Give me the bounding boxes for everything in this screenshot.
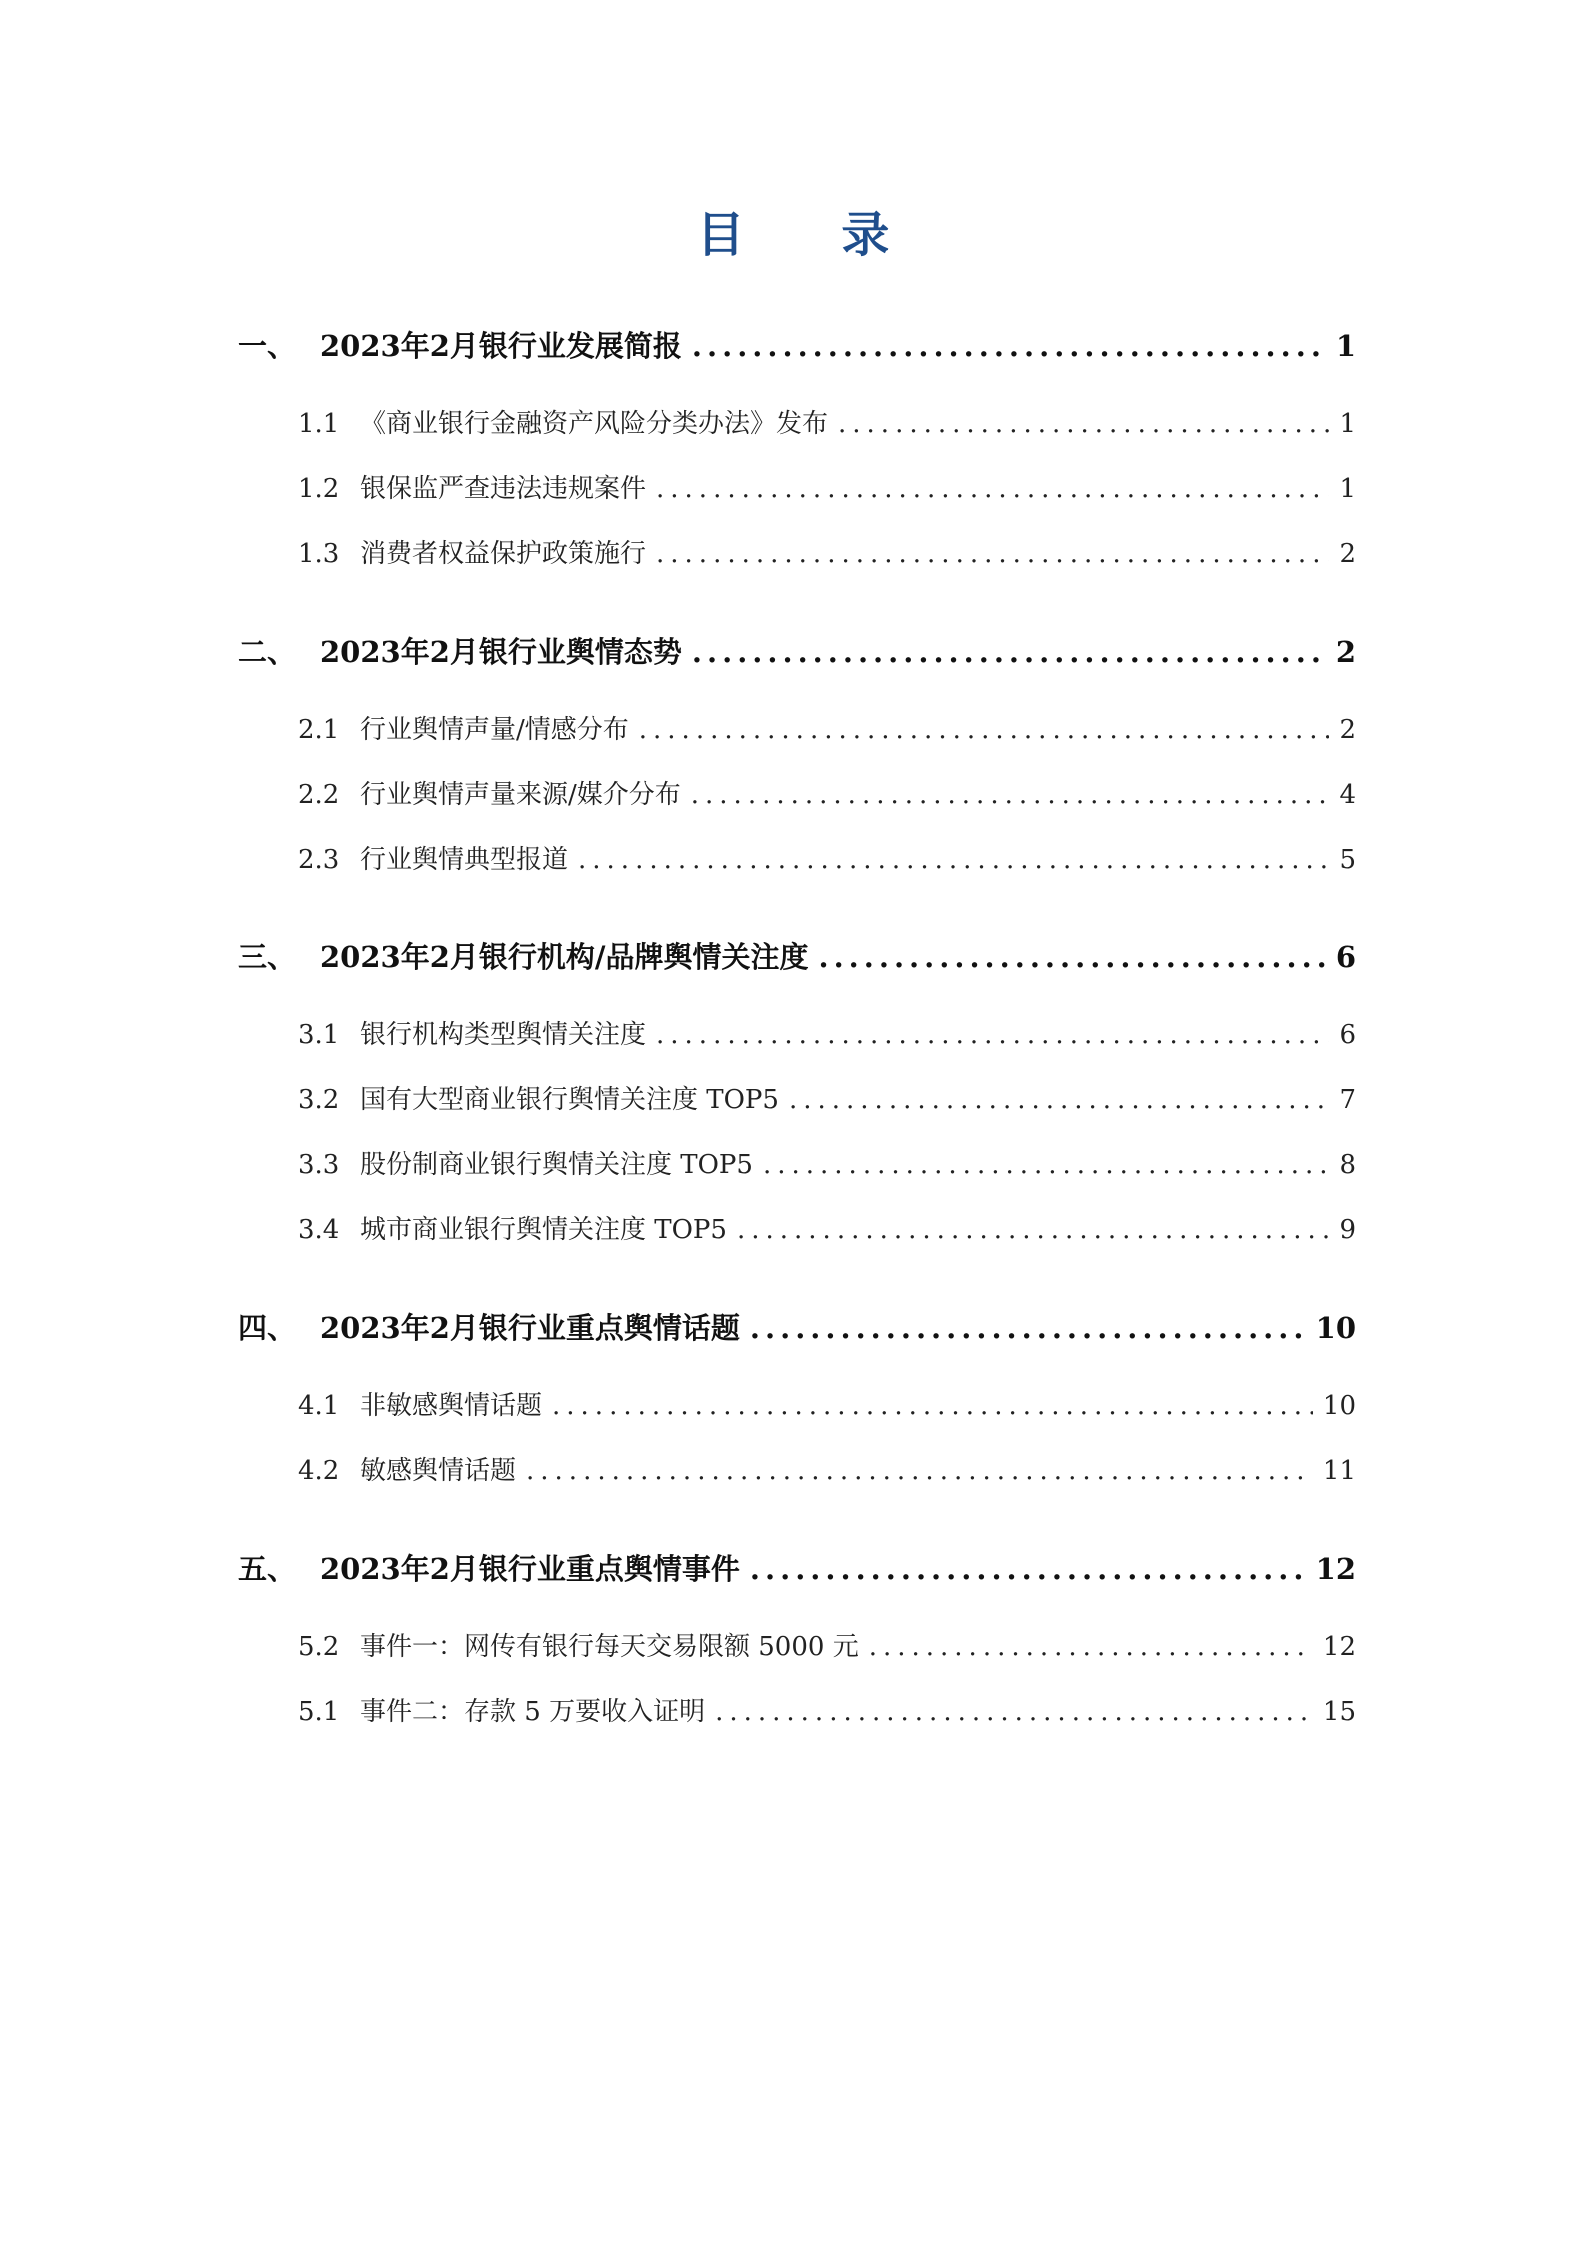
toc-entry-2-3[interactable] (298, 842, 1356, 878)
toc-entry-number: 2.1 (298, 715, 340, 745)
toc-entry-text: 银行机构类型舆情关注度 (360, 1020, 647, 1050)
toc-entry-text: 城市商业银行舆情关注度 TOP5 (360, 1215, 727, 1245)
toc-entry-number: 1.2 (298, 474, 340, 504)
toc-entry-text: 消费者权益保护政策施行 (360, 539, 647, 569)
toc-entry-number: 4.2 (298, 1456, 340, 1486)
toc-entry-3-4[interactable] (298, 1212, 1356, 1248)
toc-entry-text: 2023年2月银行业重点舆情事件 (320, 1552, 740, 1586)
toc-entry-section-1[interactable] (238, 328, 1356, 364)
dot-leader (578, 842, 1329, 878)
toc-entry-number: 3.1 (298, 1020, 340, 1050)
toc-entry-2-2[interactable] (298, 777, 1356, 813)
toc-entry-3-2[interactable] (298, 1082, 1356, 1118)
toc-entry-page: 7 (1339, 1085, 1356, 1115)
dot-leader (691, 777, 1330, 813)
toc-entry-4-2[interactable] (298, 1453, 1356, 1489)
dot-leader (692, 328, 1326, 364)
toc-entry-text: 非敏感舆情话题 (360, 1391, 543, 1421)
toc-entry-number: 一、 (238, 329, 297, 363)
toc-entry-number: 1.1 (298, 409, 340, 439)
toc-entry-1-3[interactable] (298, 536, 1356, 572)
toc-entry-number: 3.3 (298, 1150, 340, 1180)
dot-leader (838, 406, 1329, 442)
toc-entry-number: 3.4 (298, 1215, 340, 1245)
dot-leader (639, 712, 1330, 748)
toc-entry-page: 15 (1322, 1697, 1356, 1727)
toc-entry-page: 4 (1339, 780, 1356, 810)
toc-entry-number: 5.2 (298, 1632, 340, 1662)
toc-entry-number: 3.2 (298, 1085, 340, 1115)
toc-entry-4-1[interactable] (298, 1388, 1356, 1424)
toc-entry-page: 6 (1339, 1020, 1356, 1050)
toc-entry-number: 五、 (238, 1552, 297, 1586)
toc-entry-page: 10 (1322, 1391, 1356, 1421)
dot-leader (737, 1212, 1329, 1248)
toc-entry-text: 国有大型商业银行舆情关注度 TOP5 (360, 1085, 779, 1115)
toc-entry-page: 2 (1335, 635, 1356, 669)
toc-entry-1-1[interactable] (298, 406, 1356, 442)
toc-entry-text: 行业舆情声量/情感分布 (360, 715, 629, 745)
dot-leader (818, 939, 1325, 975)
toc-entry-section-3[interactable] (238, 939, 1356, 975)
toc-entry-1-2[interactable] (298, 471, 1356, 507)
toc-entry-page: 1 (1339, 474, 1356, 504)
toc-entry-number: 三、 (238, 940, 297, 974)
dot-leader (552, 1388, 1313, 1424)
toc-entry-text: 行业舆情声量来源/媒介分布 (360, 780, 681, 810)
toc-entry-number: 5.1 (298, 1697, 340, 1727)
dot-leader (656, 1017, 1329, 1053)
toc-entry-page: 8 (1339, 1150, 1356, 1180)
toc-title: 目 录 (696, 207, 930, 263)
dot-leader (526, 1453, 1313, 1489)
toc-entry-page: 2 (1339, 539, 1356, 569)
toc-entry-page: 10 (1315, 1311, 1356, 1345)
dot-leader (750, 1310, 1306, 1346)
toc-entry-number: 二、 (238, 635, 297, 669)
toc-entry-text: 敏感舆情话题 (360, 1456, 517, 1486)
dot-leader (750, 1551, 1306, 1587)
toc-entry-number: 4.1 (298, 1391, 340, 1421)
dot-leader (692, 634, 1326, 670)
toc-entry-text: 2023年2月银行业发展简报 (320, 329, 682, 363)
toc-entry-section-2[interactable] (238, 634, 1356, 670)
toc-entry-page: 9 (1339, 1215, 1356, 1245)
toc-entry-number: 四、 (238, 1311, 297, 1345)
toc-entry-number: 2.2 (298, 780, 340, 810)
dot-leader (789, 1082, 1329, 1118)
toc-entry-section-4[interactable] (238, 1310, 1356, 1346)
dot-leader (715, 1694, 1313, 1730)
toc-entry-3-3[interactable] (298, 1147, 1356, 1183)
toc-entry-number: 1.3 (298, 539, 340, 569)
toc-entry-page: 11 (1322, 1456, 1356, 1486)
dot-leader (763, 1147, 1329, 1183)
toc-entry-page: 1 (1339, 409, 1356, 439)
toc-entry-page: 1 (1335, 329, 1356, 363)
toc-entry-text: 股份制商业银行舆情关注度 TOP5 (360, 1150, 753, 1180)
toc-entry-5-1[interactable] (298, 1694, 1356, 1730)
toc-entry-text: 2023年2月银行业舆情态势 (320, 635, 682, 669)
toc-entry-page: 5 (1339, 845, 1356, 875)
toc-entry-text: 事件二：存款 5 万要收入证明 (360, 1697, 706, 1727)
toc-entry-text: 2023年2月银行业重点舆情话题 (320, 1311, 740, 1345)
toc-entry-section-5[interactable] (238, 1551, 1356, 1587)
toc-entry-page: 2 (1339, 715, 1356, 745)
toc-entry-5-2[interactable] (298, 1629, 1356, 1665)
toc-entry-3-1[interactable] (298, 1017, 1356, 1053)
toc-entry-page: 6 (1335, 940, 1356, 974)
toc-entry-text: 银保监严查违法违规案件 (360, 474, 647, 504)
dot-leader (656, 471, 1329, 507)
toc-entry-number: 2.3 (298, 845, 340, 875)
toc-entry-text: 2023年2月银行机构/品牌舆情关注度 (320, 940, 809, 974)
toc-entry-text: 《商业银行金融资产风险分类办法》发布 (360, 409, 829, 439)
dot-leader (656, 536, 1329, 572)
toc-entry-text: 事件一：网传有银行每天交易限额 5000 元 (360, 1632, 859, 1662)
toc-entry-page: 12 (1322, 1632, 1356, 1662)
toc-entry-text: 行业舆情典型报道 (360, 845, 569, 875)
dot-leader (869, 1629, 1313, 1665)
toc-entry-page: 12 (1315, 1552, 1356, 1586)
toc-entry-2-1[interactable] (298, 712, 1356, 748)
